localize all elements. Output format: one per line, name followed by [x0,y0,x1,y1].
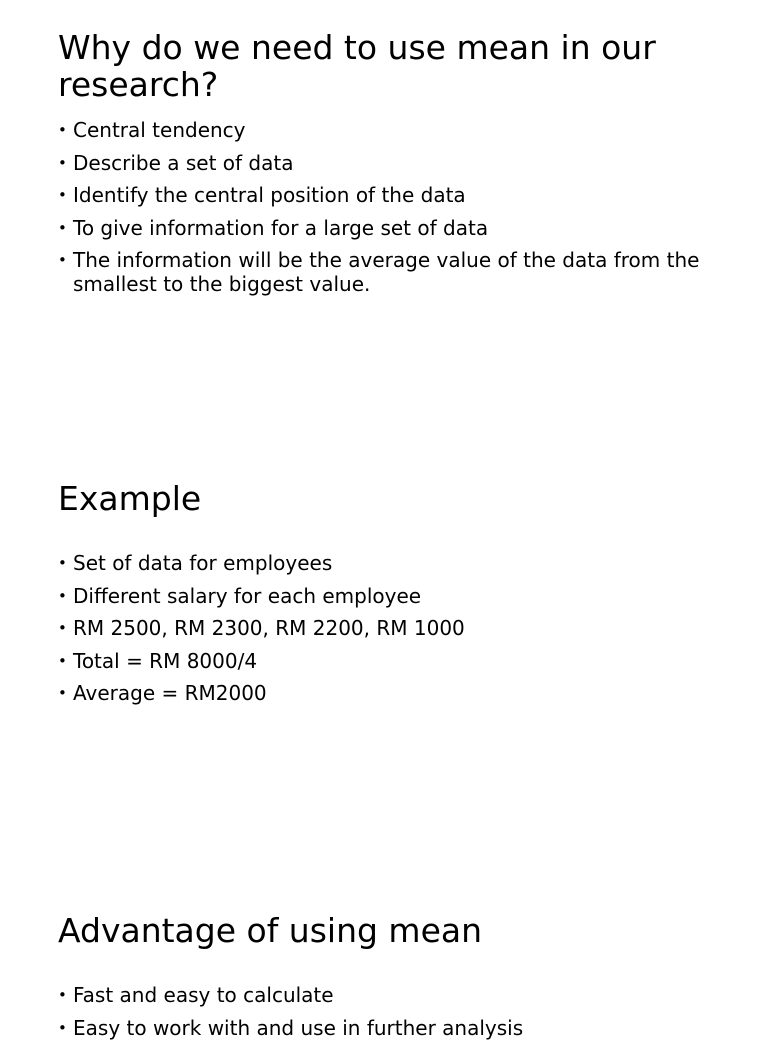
bullet-item: • To give information for a large set of data [58,216,738,240]
bullet-item: • The information will be the average value of the data from the smallest to the biggest value. [58,248,738,296]
slide-title: Example [58,479,202,518]
bullet-item: • Identify the central position of the data [58,183,738,207]
slide-mean-purpose [58,29,738,305]
bullet-item: • Central tendency [58,118,738,142]
bullet-item: • RM 2500, RM 2300, RM 2200, RM 1000 [58,616,738,640]
slide-title: Why do we need to use mean in our research? [58,28,656,104]
slide-title: Advantage of using mean [58,911,483,950]
bullet-item: • Average = RM2000 [58,681,738,705]
bullet-item: • Easy to work with and use in further analysis [58,1016,738,1040]
bullet-item: • Different salary for each employee [58,584,738,608]
bullet-item: • Set of data for employees [58,551,738,575]
bullet-item: • Fast and easy to calculate [58,983,738,1007]
slide-advantages [58,912,738,1048]
bullet-list [58,551,738,705]
bullet-item: • Describe a set of data [58,151,738,175]
bullet-item: • Total = RM 8000/4 [58,649,738,673]
bullet-list [58,118,738,296]
bullet-list [58,983,738,1040]
slide-example [58,480,738,714]
